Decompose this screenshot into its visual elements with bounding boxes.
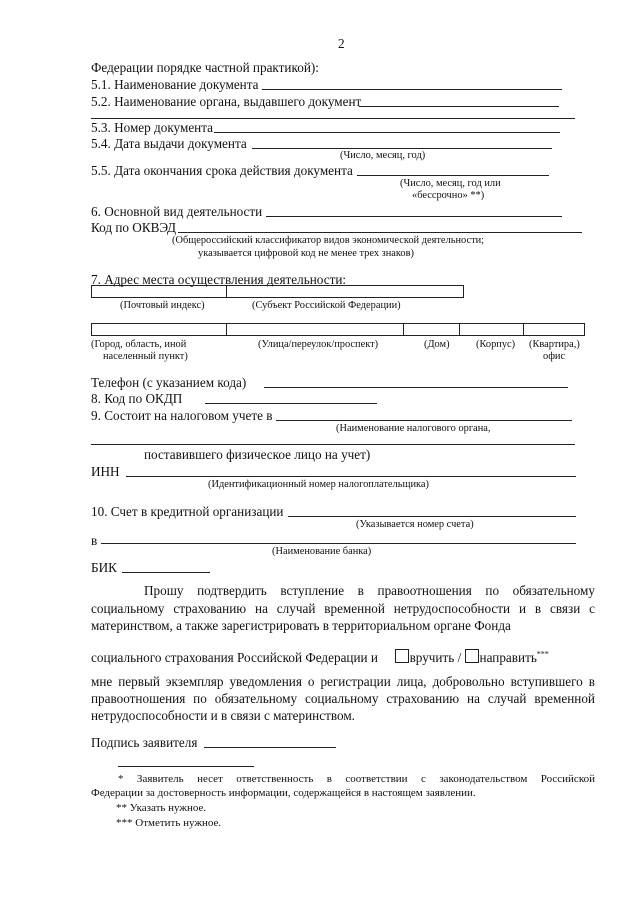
address-title: 7. Адрес места осуществления деятельности:: [91, 272, 347, 287]
doc-number-line[interactable]: [214, 132, 560, 133]
request-line-2: социальному страхованию на случай временной нетрудоспособности и в связи с: [91, 601, 595, 616]
postal-index-hint: (Почтовый индекс): [120, 300, 205, 311]
bank-hint: (Наименование банка): [272, 546, 372, 557]
address-row-2: [91, 323, 585, 336]
okved-hint-1: (Общероссийский классификатор видов экономической деятельности;: [172, 235, 485, 246]
footnote-2: ** Указать нужное.: [116, 802, 207, 814]
request-word: вступление: [280, 583, 345, 598]
page-number: 2: [338, 36, 345, 51]
request-line-4-text: социального страхования Российской Федерации и: [91, 650, 378, 665]
signature-label: Подпись заявителя: [91, 735, 198, 750]
apartment-hint-2: офис: [543, 351, 566, 362]
request-line-6: правоотношения по обязательному социальному страхованию на случай временной: [91, 691, 595, 706]
address-row-2-divider-2: [403, 323, 404, 336]
send-footnote-mark: ***: [536, 649, 549, 659]
bank-line[interactable]: [101, 543, 576, 544]
okved-line[interactable]: [178, 232, 582, 233]
option-separator: /: [457, 650, 462, 665]
request-word: в: [357, 583, 364, 598]
hand-over-checkbox[interactable]: [395, 649, 409, 663]
expiry-hint-1: (Число, месяц, год или: [400, 178, 501, 189]
building-hint: (Корпус): [476, 339, 516, 350]
inn-hint: (Идентификационный номер налогоплательщика): [208, 479, 429, 490]
footnote-3: *** Отметить нужное.: [116, 817, 222, 829]
subject-hint: (Субъект Российской Федерации): [252, 300, 401, 311]
okved-label: Код по ОКВЭД: [91, 220, 177, 235]
issuer-line-2[interactable]: [91, 118, 575, 119]
okdp-label: 8. Код по ОКДП: [91, 391, 183, 406]
address-row-1-divider: [226, 285, 227, 298]
apartment-hint-1: (Квартира,): [529, 339, 580, 350]
issuer-label: 5.2. Наименование органа, выдавшего документ: [91, 94, 362, 109]
house-hint: (Дом): [424, 339, 450, 350]
request-line-3: материнством, а также зарегистрировать в территориальном органе Фонда: [91, 618, 511, 633]
tax-office-line-2[interactable]: [91, 444, 575, 445]
tax-office-line[interactable]: [276, 420, 572, 421]
address-row-2-divider-3: [459, 323, 460, 336]
send-label: направить: [479, 650, 537, 665]
issue-date-hint: (Число, месяц, год): [340, 150, 426, 161]
issue-date-label: 5.4. Дата выдачи документа: [91, 136, 247, 151]
doc-name-line[interactable]: [262, 89, 562, 90]
issuer-line[interactable]: [359, 106, 559, 107]
expiry-line[interactable]: [357, 175, 549, 176]
city-hint-1: (Город, область, иной: [91, 339, 187, 350]
expiry-hint-2: «бессрочно» **): [412, 190, 485, 201]
activity-line[interactable]: [266, 216, 562, 217]
tax-office-hint-2: поставившего физическое лицо на учет): [144, 447, 371, 462]
tax-office-label: 9. Состоит на налоговом учете в: [91, 408, 273, 423]
doc-number-label: 5.3. Номер документа: [91, 120, 214, 135]
bik-line[interactable]: [122, 572, 210, 573]
tax-office-hint: (Наименование налогового органа,: [336, 423, 491, 434]
request-word: обязательному: [512, 583, 595, 598]
account-hint: (Указывается номер счета): [356, 519, 474, 530]
request-line-7: нетрудоспособности и в связи с материнством.: [91, 708, 355, 723]
request-line-5: мне первый экземпляр уведомления о регистрации лица, добровольно вступившего в: [91, 674, 595, 689]
inn-label: ИНН: [91, 464, 120, 479]
request-word: правоотношения: [377, 583, 472, 598]
address-row-1: [91, 285, 464, 298]
footnote-separator: [118, 766, 254, 767]
intro-line: Федерации порядке частной практикой):: [91, 60, 319, 75]
account-line[interactable]: [288, 516, 576, 517]
footnote-1-line-1: * Заявитель несет ответственность в соответствии с законодательством Российской: [118, 773, 595, 785]
expiry-label: 5.5. Дата окончания срока действия документа: [91, 163, 353, 178]
okdp-line[interactable]: [205, 403, 377, 404]
address-row-2-divider-1: [226, 323, 227, 336]
request-word: подтвердить: [197, 583, 267, 598]
request-word: Прошу: [144, 583, 184, 598]
request-word: по: [485, 583, 500, 598]
activity-label: 6. Основной вид деятельности: [91, 204, 263, 219]
inn-line[interactable]: [126, 476, 576, 477]
city-hint-2: населенный пункт): [103, 351, 188, 362]
account-label: 10. Счет в кредитной организации: [91, 504, 284, 519]
bik-label: БИК: [91, 560, 117, 575]
footnote-1-line-2: Федерации за достоверность информации, содержащейся в настоящем заявлении.: [91, 787, 476, 799]
phone-line[interactable]: [264, 387, 568, 388]
request-line-1: [144, 583, 595, 599]
doc-name-label: 5.1. Наименование документа: [91, 77, 259, 92]
phone-label: Телефон (с указанием кода): [91, 375, 247, 390]
send-checkbox[interactable]: [465, 649, 479, 663]
issue-date-line[interactable]: [252, 148, 552, 149]
request-line-4: [91, 649, 549, 665]
address-row-2-divider-4: [523, 323, 524, 336]
street-hint: (Улица/переулок/проспект): [258, 339, 379, 350]
bank-in-label: в: [91, 533, 98, 548]
okved-hint-2: указывается цифровой код не менее трех знаков): [198, 248, 414, 259]
hand-over-label: вручить: [409, 650, 455, 665]
signature-line[interactable]: [204, 747, 336, 748]
